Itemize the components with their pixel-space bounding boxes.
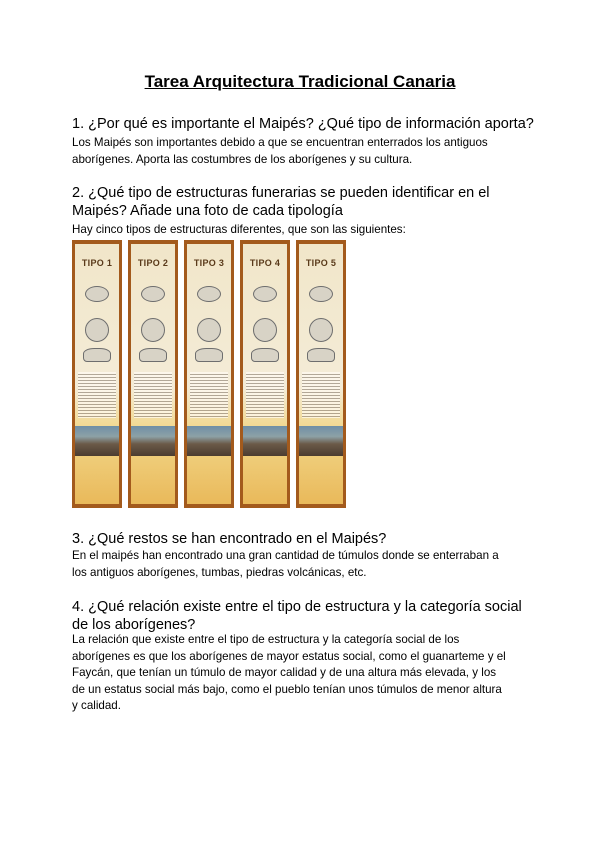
tumulus-drawing [309,286,333,302]
answer-line: Hay cinco tipos de estructuras diferentes, que son las siguientes: [72,223,406,236]
tumulus-section-drawing [307,348,335,362]
panel-label: TIPO 3 [193,258,225,268]
panel-text [246,372,284,418]
tumulus-section-drawing [251,348,279,362]
tumulus-drawing [253,286,277,302]
panel-tipo-2 [128,240,178,508]
answer-2 [72,222,542,239]
answer-line: los antiguos aborígenes, tumbas, piedras volcánicas, etc. [72,565,367,579]
panel-label: TIPO 1 [81,258,113,268]
tipologia-photo [72,240,356,508]
question-line: de los aborígenes? [72,617,196,633]
question-4 [72,598,542,634]
landscape-photo [131,426,175,456]
panel-text [190,372,228,418]
question-line: Maipés? Añade una foto de cada tipología [72,203,343,219]
tumulus-section-drawing [139,348,167,362]
tumulus-plan-drawing [85,318,109,342]
document-title: Tarea Arquitectura Tradicional Canaria [144,72,456,91]
question-2 [72,184,542,220]
landscape-photo [243,426,287,456]
panel-tipo-3 [184,240,234,508]
answer-line: y calidad. [72,699,121,712]
tumulus-drawing [197,286,221,302]
answer-line: En el maipés han encontrado una gran cantidad de túmulos donde se enterraban a [72,549,499,562]
landscape-photo [299,426,343,456]
panel-label: TIPO 5 [305,258,337,268]
answer-line: La relación que existe entre el tipo de estructura y la categoría social de los [72,633,460,646]
question-line: 4. ¿Qué relación existe entre el tipo de estructura y la categoría social [72,599,522,615]
panel-tipo-5 [296,240,346,508]
landscape-photo [75,426,119,456]
answer-line: Faycán, que tenían un túmulo de mayor calidad y de una altura más elevada, y los [72,666,497,679]
tumulus-plan-drawing [309,318,333,342]
landscape-photo [187,426,231,456]
answer-4 [72,632,542,715]
answer-line: Los Maipés son importantes debido a que se encuentran enterrados los antiguos [72,136,488,149]
question-1: 1. ¿Por qué es importante el Maipés? ¿Qué tipo de información aporta? [72,116,534,132]
answer-1 [72,135,542,168]
question-line: 2. ¿Qué tipo de estructuras funerarias se pueden identificar en el [72,185,490,201]
tumulus-drawing [141,286,165,302]
panel-text [134,372,172,418]
answer-line: aborígenes. Aporta las costumbres de los aborígenes y su cultura. [72,152,413,166]
answer-line: de un estatus social más bajo, como el pueblo tenían unos túmulos de menor altura [72,682,502,696]
tumulus-plan-drawing [253,318,277,342]
panel-text [302,372,340,418]
question-3: 3. ¿Qué restos se han encontrado en el Maipés? [72,531,387,547]
panel-text [78,372,116,418]
panel-label: TIPO 2 [137,258,169,268]
panel-tipo-4 [240,240,290,508]
answer-line: aborígenes es que los aborígenes de mayor estatus social, como el guanarteme y el [72,649,506,663]
tumulus-plan-drawing [141,318,165,342]
tumulus-drawing [85,286,109,302]
tumulus-plan-drawing [197,318,221,342]
panel-tipo-1 [72,240,122,508]
panel-label: TIPO 4 [249,258,281,268]
tumulus-section-drawing [195,348,223,362]
tumulus-section-drawing [83,348,111,362]
answer-3 [72,548,542,581]
